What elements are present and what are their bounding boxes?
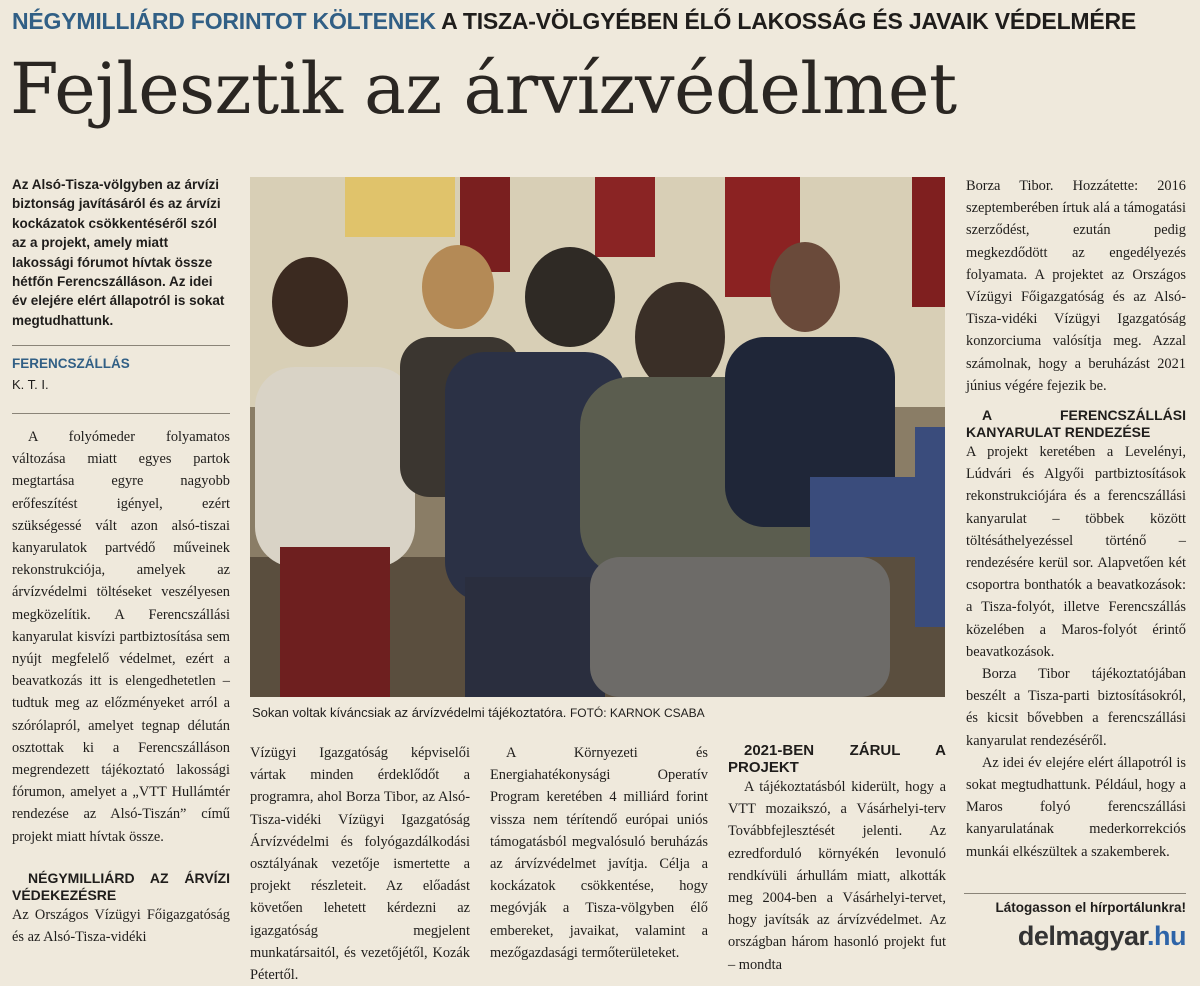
photo-caption [252, 705, 705, 720]
subheading: 2021-BEN ZÁRUL A PROJEKT [728, 742, 946, 776]
body-paragraph: Az idei év elejére elért állapotról is sokat megtudhattunk. Például, hogy a Maros folyó ferencszállási kanyarulatának mederkorrekciós munkái elkészültek a szakemberek. [966, 754, 1186, 860]
headline: Fejlesztik az árvízvédelmet [10, 48, 957, 130]
caption-credit: FOTÓ: KARNOK CSABA [569, 706, 705, 720]
kicker-rest: A TISZA-VÖLGYÉBEN ÉLŐ LAKOSSÁG ÉS JAVAIK VÉDELMÉRE [441, 8, 1137, 34]
divider [964, 893, 1186, 894]
lead-paragraph: Az Alsó-Tisza-völgyben az árvízi biztonság javításáról és az árvízi kockázatok csökkentéséről szól az a projekt, amely miatt lakossági fórumot hívtak össze hétfőn Ferencszálláson. Az idei év elejére elért állapotról is sokat megtudhattunk. [12, 177, 225, 328]
kicker [12, 8, 1136, 35]
dateline: FERENCSZÁLLÁS [12, 356, 130, 371]
body-paragraph: Borza Tibor tájékoztatójában beszélt a Tisza-parti biztosításokról, és kicsit bővebben a ferencszállási kanyarulat rendezéséről. [966, 666, 1186, 749]
column-5 [966, 175, 1186, 863]
subheading: A FERENCSZÁLLÁSI KANYARULAT RENDEZÉSE [966, 407, 1186, 441]
body-paragraph: A Környezeti és Energiahatékonysági Operatív Program keretében 4 milliárd forint vissza nem térítendő európai uniós támogatásból megvalósuló beruházás az árvízvédelmet javítja. Célja a kockázatok csökkentése, hogy megóvják a Tisza-völgyben élő embereket, javaikat, valamint a mezőgazdasági termőterületeket. [490, 745, 708, 961]
article-photo [250, 177, 945, 697]
photo-illustration [250, 177, 945, 697]
logo-main: delmagyar [1017, 921, 1147, 951]
column-3 [490, 742, 708, 964]
logo-tld: .hu [1147, 921, 1186, 951]
body-paragraph: Borza Tibor. Hozzátette: 2016 szeptemberében írtuk alá a támogatási szerződést, ezután pedig megkezdődött az engedélyezés folyamata. A projektet az Országos Vízügyi Főigazgatóság és az Alsó-Tisza-vidéki Vízügyi Igazgatóság konzorciuma valósítja meg. Azzal számolnak, hogy a beruházást 2021 június végére fejezik be. [966, 178, 1186, 394]
body-paragraph: A tájékoztatásból kiderült, hogy a VTT mozaikszó, a Vásárhelyi-terv Továbbfejlesztését jelenti. Az ezredforduló környékén levonuló rendkívüli árhullám miatt, alkották meg 2004-ben a Vásárhelyi-tervet, hogy javítsák az árvízvédelmet. Az országban három hasonló projekt fut – mondta [728, 779, 946, 973]
promo-text: Látogasson el hírportálunkra! [995, 900, 1186, 915]
body-paragraph: A projekt keretében a Levelényi, Lúdvári és Algyői partbiztosítások rekonstrukciójára és a ferencszállási kanyarulat – többek között töltésáthelyezéssel történő – rendezésére kerül sor. Alapvetően két csoportra bonthatók a beavatkozások: a Tisza-folyót, illetve Ferencszállás közelében a Maros-folyót érintő beavatkozások. [966, 444, 1186, 660]
divider [12, 413, 230, 414]
body-paragraph: A folyómeder folyamatos változása miatt egyes partok megtartása egyre nagyobb erőfeszítést igényel, ezért szükségessé vált azon alsó-tiszai kanyarulatok partvédő műveinek rekonstrukciója, amelyek az árvízvédelmi töltéseket veszélyesen megközelítik. A Ferencszállási kanyarulat kisvízi partbiztosítása sem nyújt megfelelő védelmet, ezért a beavatkozás itt is elengedhetetlen – tudtuk meg az előzményeket arról a szórólapról, amelyet tegnap délután osztottak ki a Ferencszálláson megrendezett tájékoztató lakossági fórumon, amelyet a „VTT Hullámtér rendezése az Alsó-Tiszán” című projekt miatt hívtak össze. [12, 429, 230, 845]
column-2 [250, 742, 470, 986]
kicker-highlight: NÉGYMILLIÁRD FORINTOT KÖLTENEK [12, 8, 436, 34]
column-4 [728, 742, 946, 976]
caption-text: Sokan voltak kíváncsiak az árvízvédelmi tájékoztatóra. [252, 705, 567, 720]
author: K. T. I. [12, 377, 49, 392]
divider [12, 345, 230, 346]
portal-promo[interactable] [964, 900, 1186, 952]
body-paragraph: Vízügyi Igazgatóság képviselői vártak minden érdeklődőt a programra, ahol Borza Tibor, az Alsó-Tisza-vidéki Vízügyi Igazgatóság Árvízvédelmi és folyógazdálkodási osztályának vezetője ismertette a projekt részleteit. Az előadást követően lehetett kérdezni az igazgatóság megjelent munkatársaitól, és vezetőjétől, Kozák Pétertől. [250, 745, 470, 984]
body-paragraph: Az Országos Vízügyi Főigazgatóság és az Alsó-Tisza-vidéki [12, 906, 230, 946]
delmagyar-logo[interactable] [964, 921, 1186, 952]
subheading: NÉGYMILLIÁRD AZ ÁRVÍZI VÉDEKEZÉSRE [12, 869, 230, 903]
column-1 [12, 426, 230, 948]
